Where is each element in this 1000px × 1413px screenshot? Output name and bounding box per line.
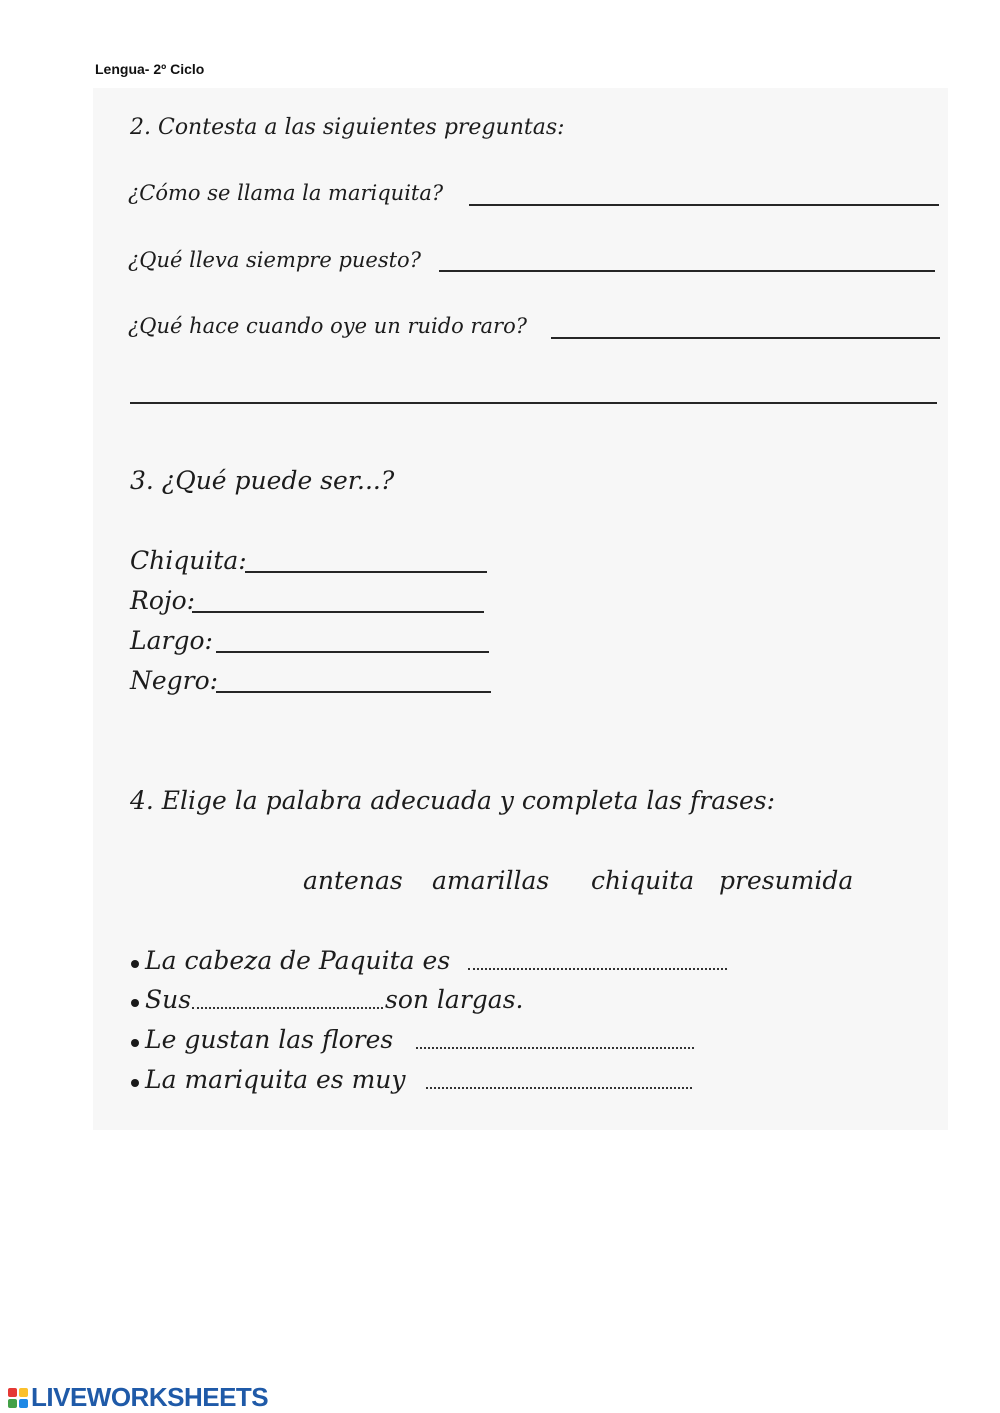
item-largo-input[interactable] (216, 625, 491, 651)
section-2-title: 2. Contesta a las siguientes preguntas: (130, 115, 565, 140)
liveworksheets-logo-icon (8, 1388, 28, 1408)
sentence-1-input[interactable] (468, 944, 729, 970)
item-negro-input[interactable] (216, 665, 493, 691)
question-1: ¿Cómo se llama la mariquita? (128, 181, 444, 205)
sentence-4: La mariquita es muy (145, 1065, 406, 1094)
item-rojo-input[interactable] (192, 585, 486, 611)
sentence-2-start: Sus (145, 985, 192, 1014)
sentence-3: Le gustan las flores (145, 1025, 394, 1054)
answer-line-1 (469, 204, 939, 206)
item-largo-line (216, 651, 489, 653)
liveworksheets-brand: LIVEWORKSHEETS (31, 1382, 269, 1412)
word-bank-antenas: antenas (303, 866, 403, 895)
answer-line-3 (551, 337, 940, 339)
liveworksheets-logo[interactable] (8, 1382, 268, 1413)
sentence-2-input[interactable] (192, 983, 385, 1009)
answer-line-3b (130, 402, 937, 404)
word-bank-chiquita: chiquita (591, 866, 695, 895)
question-3: ¿Qué hace cuando oye un ruido raro? (128, 314, 527, 338)
sentence-3-input[interactable] (416, 1023, 696, 1049)
item-chiquita-input[interactable] (245, 545, 489, 571)
sentence-2-end: son largas. (385, 985, 524, 1014)
logo-square-yellow (19, 1388, 28, 1397)
logo-square-red (8, 1388, 17, 1397)
answer-input-3b[interactable] (130, 376, 937, 402)
logo-square-green (8, 1399, 17, 1408)
bullet-1 (131, 960, 139, 968)
answer-input-1[interactable] (469, 178, 939, 204)
bullet-2 (131, 999, 139, 1007)
question-2: ¿Qué lleva siempre puesto? (128, 248, 421, 272)
section-3-title: 3. ¿Qué puede ser...? (130, 466, 395, 495)
sentence-1: La cabeza de Paquita es (145, 946, 451, 975)
item-rojo-line (192, 611, 484, 613)
bullet-3 (131, 1039, 139, 1047)
answer-input-2[interactable] (439, 244, 935, 270)
word-bank-amarillas: amarillas (432, 866, 550, 895)
item-negro-label: Negro: (130, 666, 219, 695)
answer-line-2 (439, 270, 935, 272)
answer-input-3[interactable] (551, 311, 940, 337)
sentence-4-input[interactable] (426, 1063, 694, 1089)
item-rojo-label: Rojo: (130, 586, 196, 615)
item-negro-line (216, 691, 491, 693)
worksheet-header: Lengua- 2º Ciclo (95, 61, 205, 77)
item-chiquita-line (245, 571, 487, 573)
bullet-4 (131, 1079, 139, 1087)
item-chiquita-label: Chiquita: (130, 546, 247, 575)
word-bank-presumida: presumida (719, 866, 854, 895)
item-largo-label: Largo: (130, 626, 213, 655)
logo-square-blue (19, 1399, 28, 1408)
section-4-title: 4. Elige la palabra adecuada y completa las frases: (130, 786, 775, 815)
